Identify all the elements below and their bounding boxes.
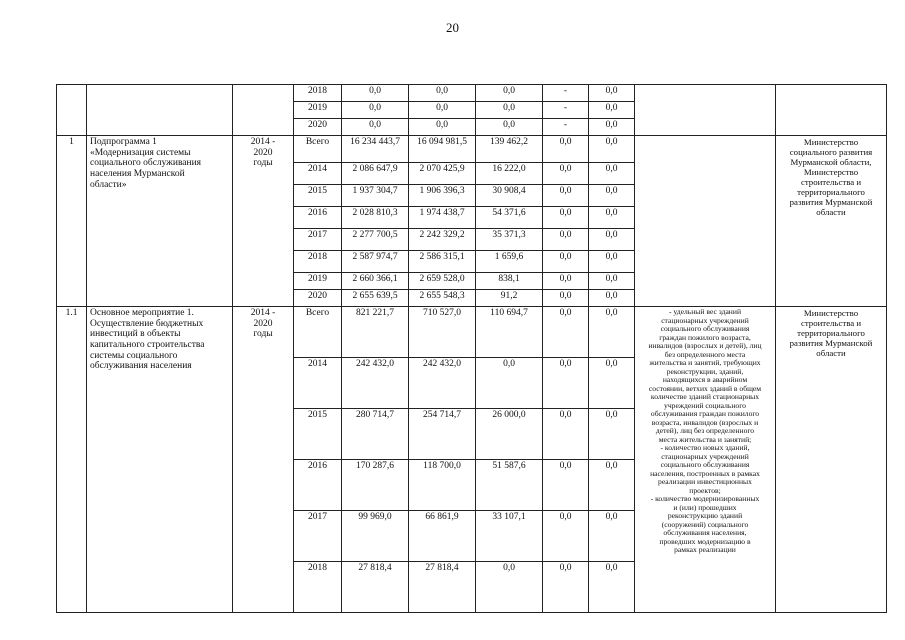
total-cell: 170 287,6 [342,460,409,511]
indicators-cell: - удельный вес зданий стационарных учреждений социального обслуживания граждан пожилого возраста, инвалидов (взрослых и детей), лиц без определенного места жительства и занятий, требующих реконструкции, зданий, находящихся в аварийном состоянии, ветхих зданий в общем количестве зданий стационарных учреждений социального обслуживания граждан пожилого возраста, инвалидов (взрослых и детей), лиц без определенного места жительства и занятий; - количество новых зданий, стационарных учреждений социального обслуживания населения, построенных в рамках реализации инвестиционных проектов; - количество модернизированных и (или) прошедших реконструкцию зданий (сооружений) социального обслуживания населения, проведших модернизацию в рамках реализации [635,307,776,613]
federal-budget-cell: 54 371,6 [476,207,543,229]
total-cell: 2 028 810,3 [342,207,409,229]
federal-budget-cell: 91,2 [476,290,543,307]
other-sources-cell: 0,0 [589,460,635,511]
regional-budget-cell: 2 070 425,9 [409,163,476,185]
other-sources-cell: 0,0 [589,409,635,460]
regional-budget-cell: 2 586 315,1 [409,251,476,273]
federal-budget-cell: 26 000,0 [476,409,543,460]
other-sources-cell: 0,0 [589,251,635,273]
executor-cell: Министерство социального развития Мурманской области, Министерство строительства и территориального развития Мурманской области [776,136,887,307]
total-cell: 821 221,7 [342,307,409,358]
total-cell: 2 086 647,9 [342,163,409,185]
local-budget-cell: 0,0 [543,207,589,229]
total-cell: 2 277 700,5 [342,229,409,251]
other-sources-cell: 0,0 [589,562,635,613]
table-row [57,307,887,358]
regional-budget-cell: 27 818,4 [409,562,476,613]
regional-budget-cell: 118 700,0 [409,460,476,511]
other-sources-cell: 0,0 [589,136,635,163]
local-budget-cell: 0,0 [543,251,589,273]
period-cell: 2014 - 2020 годы [233,136,294,307]
federal-budget-cell: 1 659,6 [476,251,543,273]
year-cell: 2019 [294,102,342,119]
federal-budget-cell: 110 694,7 [476,307,543,358]
other-sources-cell: 0,0 [589,102,635,119]
federal-budget-cell: 16 222,0 [476,163,543,185]
total-cell: 2 587 974,7 [342,251,409,273]
local-budget-cell: - [543,102,589,119]
year-cell: 2017 [294,229,342,251]
local-budget-cell: 0,0 [543,358,589,409]
total-cell: 242 432,0 [342,358,409,409]
federal-budget-cell: 0,0 [476,358,543,409]
total-cell: 0,0 [342,119,409,136]
federal-budget-cell: 30 908,4 [476,185,543,207]
total-cell: 99 969,0 [342,511,409,562]
year-cell: 2020 [294,290,342,307]
budget-table [56,84,887,613]
local-budget-cell: 0,0 [543,163,589,185]
year-cell: 2018 [294,85,342,102]
year-cell: 2018 [294,562,342,613]
year-cell: 2019 [294,273,342,290]
local-budget-cell: 0,0 [543,185,589,207]
subprogram-name: Подпрограмма 1 «Модернизация системы социального обслуживания населения Мурманской области» [87,136,233,307]
regional-budget-cell: 0,0 [409,119,476,136]
row-number: 1.1 [57,307,87,613]
year-cell: 2016 [294,460,342,511]
other-sources-cell: 0,0 [589,207,635,229]
table-row [57,136,887,163]
indicators-cell [635,85,776,136]
year-cell: Всего [294,307,342,358]
federal-budget-cell: 0,0 [476,119,543,136]
regional-budget-cell: 16 094 981,5 [409,136,476,163]
total-cell: 27 818,4 [342,562,409,613]
other-sources-cell: 0,0 [589,185,635,207]
regional-budget-cell: 2 659 528,0 [409,273,476,290]
regional-budget-cell: 1 974 438,7 [409,207,476,229]
total-cell: 2 660 366,1 [342,273,409,290]
local-budget-cell: 0,0 [543,562,589,613]
regional-budget-cell: 2 242 329,2 [409,229,476,251]
local-budget-cell: - [543,85,589,102]
regional-budget-cell: 242 432,0 [409,358,476,409]
federal-budget-cell: 838,1 [476,273,543,290]
regional-budget-cell: 2 655 548,3 [409,290,476,307]
other-sources-cell: 0,0 [589,358,635,409]
local-budget-cell: 0,0 [543,307,589,358]
other-sources-cell: 0,0 [589,85,635,102]
local-budget-cell: 0,0 [543,229,589,251]
federal-budget-cell: 51 587,6 [476,460,543,511]
other-sources-cell: 0,0 [589,307,635,358]
total-cell: 16 234 443,7 [342,136,409,163]
table-row [57,85,887,102]
local-budget-cell: 0,0 [543,136,589,163]
federal-budget-cell: 139 462,2 [476,136,543,163]
year-cell: 2014 [294,358,342,409]
local-budget-cell: 0,0 [543,273,589,290]
local-budget-cell: 0,0 [543,460,589,511]
year-cell: 2015 [294,185,342,207]
other-sources-cell: 0,0 [589,273,635,290]
regional-budget-cell: 66 861,9 [409,511,476,562]
executor-cell: Министерство строительства и территориального развития Мурманской области [776,307,887,613]
regional-budget-cell: 1 906 396,3 [409,185,476,207]
federal-budget-cell: 33 107,1 [476,511,543,562]
other-sources-cell: 0,0 [589,290,635,307]
table-body [57,85,887,613]
indicators-cell [635,136,776,307]
other-sources-cell: 0,0 [589,163,635,185]
local-budget-cell: - [543,119,589,136]
other-sources-cell: 0,0 [589,119,635,136]
federal-budget-cell: 35 371,3 [476,229,543,251]
total-cell: 280 714,7 [342,409,409,460]
federal-budget-cell: 0,0 [476,85,543,102]
measure-name: Основное мероприятие 1. Осуществление бюджетных инвестиций в объекты капитального строительства системы социального обслуживания населения [87,307,233,613]
other-sources-cell: 0,0 [589,511,635,562]
executor-cell [776,85,887,136]
total-cell: 0,0 [342,102,409,119]
page-number: 20 [446,20,459,35]
year-cell: 2016 [294,207,342,229]
regional-budget-cell: 0,0 [409,102,476,119]
year-cell: 2018 [294,251,342,273]
regional-budget-cell: 0,0 [409,85,476,102]
total-cell: 0,0 [342,85,409,102]
local-budget-cell: 0,0 [543,409,589,460]
regional-budget-cell: 710 527,0 [409,307,476,358]
year-cell: 2020 [294,119,342,136]
year-cell: 2015 [294,409,342,460]
local-budget-cell: 0,0 [543,511,589,562]
years-cell [233,85,294,136]
period-cell: 2014 - 2020 годы [233,307,294,613]
num-cell [57,85,87,136]
other-sources-cell: 0,0 [589,229,635,251]
federal-budget-cell: 0,0 [476,562,543,613]
federal-budget-cell: 0,0 [476,102,543,119]
year-cell: Всего [294,136,342,163]
total-cell: 2 655 639,5 [342,290,409,307]
total-cell: 1 937 304,7 [342,185,409,207]
name-cell [87,85,233,136]
local-budget-cell: 0,0 [543,290,589,307]
year-cell: 2014 [294,163,342,185]
year-cell: 2017 [294,511,342,562]
row-number: 1 [57,136,87,307]
regional-budget-cell: 254 714,7 [409,409,476,460]
